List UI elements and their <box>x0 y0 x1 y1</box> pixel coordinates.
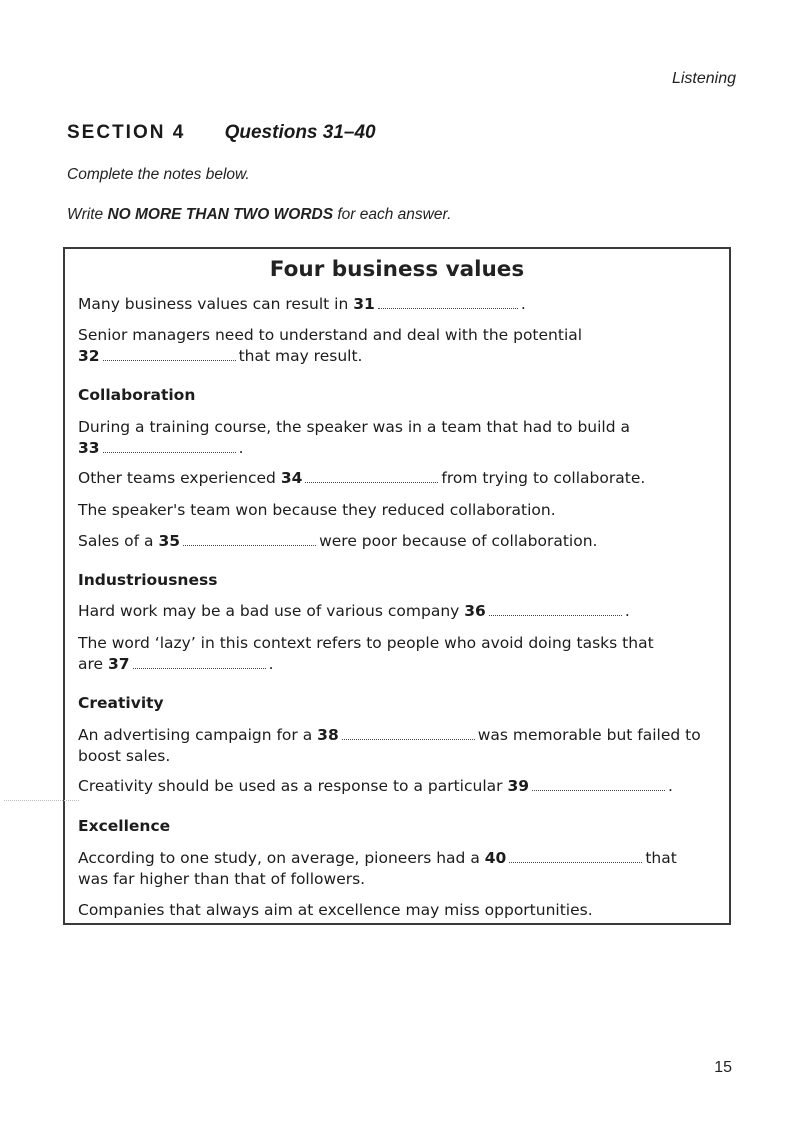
section-heading <box>67 122 376 144</box>
answer-blank-35[interactable] <box>183 541 316 546</box>
header-section-label: Listening <box>671 70 736 87</box>
q35-post: were poor because of collaboration. <box>319 532 598 550</box>
q37-text: are <box>78 655 104 673</box>
q31-text: Many business values can result in <box>78 295 349 313</box>
question-35-line <box>78 531 719 552</box>
instruction-complete-notes: Complete the notes below. <box>67 166 250 183</box>
q32-post: that may result. <box>238 347 363 365</box>
instruction-word-limit <box>67 206 451 224</box>
questions-range: Questions 31–40 <box>224 122 376 143</box>
q37-post: . <box>268 655 274 673</box>
notes-box <box>63 247 731 925</box>
subheading-industriousness: Industriousness <box>78 571 218 589</box>
question-number-39: 39 <box>507 777 530 795</box>
subheading-excellence: Excellence <box>78 817 171 835</box>
question-number-38: 38 <box>317 726 339 744</box>
question-38-line1 <box>78 725 719 746</box>
answer-blank-39[interactable] <box>532 786 665 791</box>
q33-post: . <box>238 439 244 457</box>
q36-post: . <box>624 602 630 620</box>
answer-blank-32[interactable] <box>103 356 236 361</box>
question-37-line2 <box>78 654 719 675</box>
question-number-36: 36 <box>464 602 486 620</box>
question-number-40: 40 <box>484 849 507 867</box>
q31-post: . <box>520 295 526 313</box>
question-34-line <box>78 468 719 489</box>
question-39-line <box>78 776 719 797</box>
answer-blank-37[interactable] <box>133 664 266 669</box>
answer-blank-34[interactable] <box>305 478 438 483</box>
notes-title: Four business values <box>269 257 525 282</box>
instruction-word-limit-post: for each answer. <box>333 206 452 223</box>
q36-text: Hard work may be a bad use of various company <box>78 602 460 620</box>
instruction-word-limit-emphasis: NO MORE THAN TWO WORDS <box>107 206 334 223</box>
q38-text: An advertising campaign for a <box>78 726 313 744</box>
collaboration-statement: The speaker's team won because they reduced collaboration. <box>78 501 556 519</box>
subheading-creativity: Creativity <box>78 694 164 712</box>
answer-blank-40[interactable] <box>509 858 642 863</box>
question-33-line2 <box>78 438 719 459</box>
instruction-word-limit-pre: Write <box>67 206 108 223</box>
q40-post: that <box>645 849 677 867</box>
q40-text: According to one study, on average, pioneers had a <box>78 849 480 867</box>
question-40-line2: was far higher than that of followers. <box>78 870 366 888</box>
q39-post: . <box>668 777 673 795</box>
question-33-line1: During a training course, the speaker was in a team that had to build a <box>78 418 630 436</box>
question-36-line <box>78 601 719 622</box>
answer-blank-36[interactable] <box>489 611 622 616</box>
question-number-34: 34 <box>280 469 303 487</box>
question-number-31: 31 <box>353 295 375 313</box>
section-title: SECTION 4 <box>67 122 186 143</box>
q35-text: Sales of a <box>78 532 154 550</box>
question-number-35: 35 <box>158 532 181 550</box>
scan-artifact-line <box>4 800 79 801</box>
q38-post: was memorable but failed to <box>477 726 701 744</box>
question-38-line2: boost sales. <box>78 747 171 765</box>
page-number: 15 <box>714 1059 732 1076</box>
question-32-line1: Senior managers need to understand and deal with the potential <box>78 326 583 344</box>
answer-blank-38[interactable] <box>342 735 475 740</box>
excellence-statement: Companies that always aim at excellence may miss opportunities. <box>78 901 593 919</box>
question-40-line1 <box>78 848 719 869</box>
question-37-line1: The word ‘lazy’ in this context refers to people who avoid doing tasks that <box>78 634 654 652</box>
question-number-33: 33 <box>78 439 100 457</box>
question-number-32: 32 <box>78 347 100 365</box>
subheading-collaboration: Collaboration <box>78 386 196 404</box>
question-32-line2 <box>78 346 719 367</box>
question-31-line <box>78 294 719 315</box>
question-number-37: 37 <box>108 655 130 673</box>
q34-text: Other teams experienced <box>78 469 276 487</box>
answer-blank-33[interactable] <box>103 448 236 453</box>
answer-blank-31[interactable] <box>378 304 518 309</box>
q39-text: Creativity should be used as a response to a particular <box>78 777 503 795</box>
q34-post: from trying to collaborate. <box>441 469 646 487</box>
